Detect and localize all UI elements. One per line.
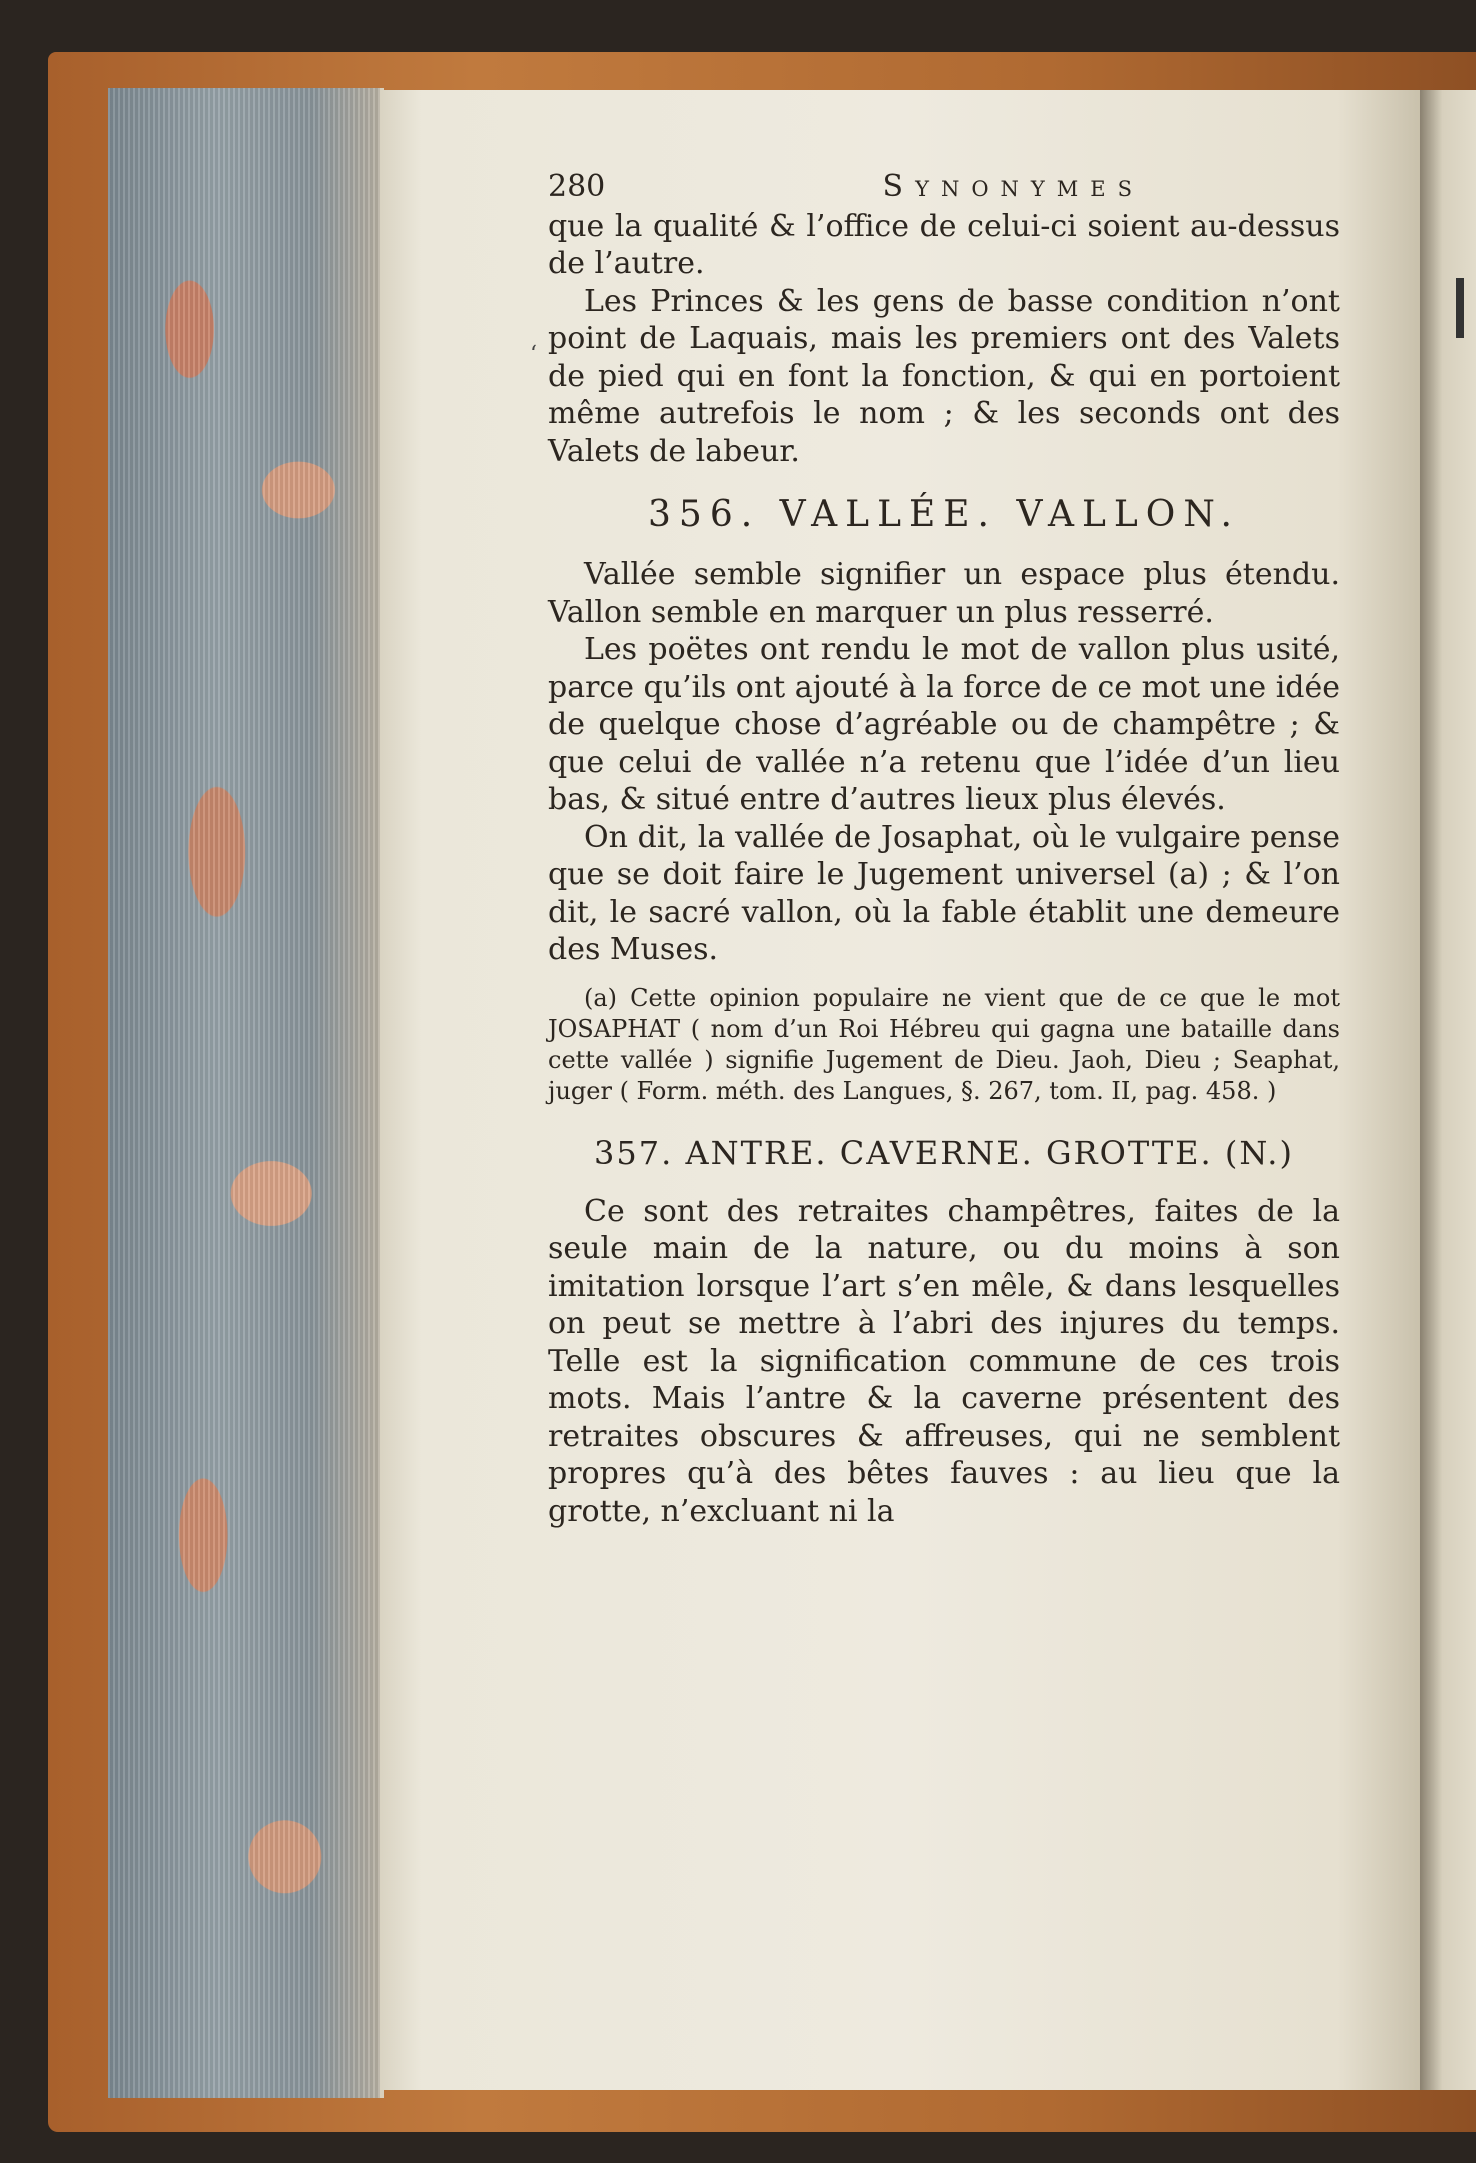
facing-page-mark — [1456, 278, 1464, 338]
section-heading-357: 357. ANTRE. CAVERNE. GROTTE. (N.) — [594, 1133, 1294, 1172]
running-title: Synonymes — [882, 169, 1144, 204]
paragraph: Ce sont des retraites champêtres, faites de la seule main de la nature, ou du moins à son imitation lorsque l’art s’en mêle, & dans lesquelles on peut se mettre à l’abri des injures du temps. Telle est la signification commune de ces trois mots. Mais l’antre & la caverne présentent des retraites obscures & affreuses, qui ne semblent propres qu’à des bêtes fauves : au lieu que la grotte, n’excluant ni la — [548, 1193, 1340, 1529]
paragraph: Les poëtes ont rendu le mot de vallon plus usité, parce qu’ils ont ajouté à la force de ce mot une idée de quelque chose d’agréable ou de champêtre ; & que celui de vallée n’a retenu que l’idée d’un lieu bas, & situé entre d’autres lieux plus élevés. — [548, 632, 1340, 817]
facing-page-edge — [1420, 90, 1476, 2090]
paragraph: Vallée semble signifier un espace plus étendu. Vallon semble en marquer un plus resserré. — [548, 557, 1340, 630]
paragraph: On dit, la vallée de Josaphat, où le vulgaire pense que se doit faire le Jugement universel (a) ; & l’on dit, le sacré vallon, où la fable établit une demeure des Muses. — [548, 819, 1340, 967]
margin-mark: ʻ — [530, 342, 537, 367]
paragraph: Les Princes & les gens de basse condition n’ont point de Laquais, mais les premiers ont des Valets de pied qui en font la fonction, & qui en portoient même autrefois le nom ; & les seconds ont des Valets de labeur. — [548, 283, 1340, 469]
section-heading-356: 356. VALLÉE. VALLON. — [648, 494, 1240, 535]
marbled-page-edges — [108, 88, 384, 2098]
running-head — [548, 168, 1340, 206]
footnote — [548, 983, 1340, 1107]
page-text — [548, 168, 1340, 1530]
paragraph: que la qualité & l’office de celui-ci soient au-dessus de l’autre. — [548, 208, 1340, 281]
footnote-text: (a) Cette opinion populaire ne vient que de ce que le mot JOSAPHAT ( nom d’un Roi Hébreu qui gagna une bataille dans cette vallée ) signifie Jugement de Dieu. Jaoh, Dieu ; Seaphat, juger ( Form. méth. des Langues, §. 267, tom. II, pag. 458. ) — [548, 983, 1340, 1105]
page-number: 280 — [548, 169, 606, 204]
